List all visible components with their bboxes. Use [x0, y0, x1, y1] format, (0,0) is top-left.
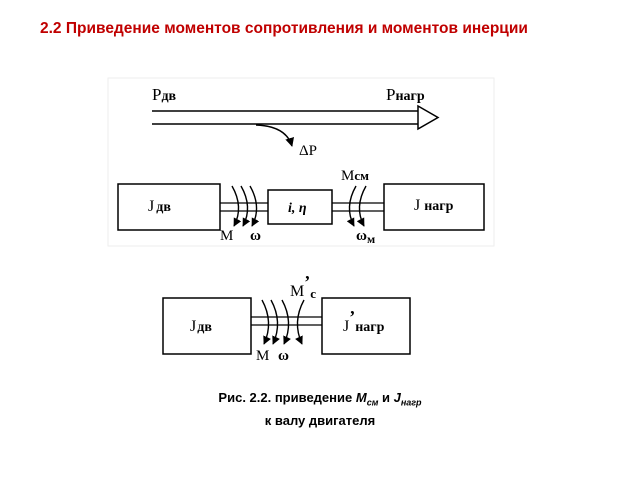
motor-torque-arrows — [232, 186, 257, 226]
gearbox-label: i, η — [288, 201, 307, 216]
power-loss-arrow — [256, 125, 292, 146]
p-nagr-label: Pнагр — [386, 85, 425, 104]
j-nagr-label: J нагр — [414, 197, 454, 214]
reduced-omega-label: ω — [278, 348, 289, 364]
motor-shaft — [220, 203, 268, 211]
load-torque-arrows — [349, 186, 366, 226]
reduced-m-c-label: $M’_c$ — [290, 272, 317, 301]
reduced-j-dv-label: Jдв — [190, 318, 212, 335]
reduced-shaft — [251, 317, 322, 325]
j-dv-label: J дв — [148, 198, 171, 215]
caption-line-2: к валу двигателя — [264, 412, 376, 428]
caption-line-1: Рис. 2.2. приведение $M_{см}$ и $J_{нагр}$ — [218, 390, 422, 408]
reduced-m-label: M — [256, 348, 270, 364]
m-sm-label: Mсм — [341, 168, 369, 184]
figure-caption — [150, 389, 490, 430]
omega-label: ω — [250, 228, 261, 244]
power-flow-arrow — [152, 106, 438, 129]
p-dv-label: Pдв — [152, 85, 177, 104]
omega-m-label: $\omega_м$ — [356, 228, 376, 246]
slide-title: 2.2 Приведение моментов сопротивления и моментов инерции — [40, 20, 528, 37]
reduced-torque-arrows — [262, 300, 304, 344]
reduced-j-nagr-label: J’нагр — [343, 307, 385, 335]
m-label: M — [220, 228, 234, 244]
delta-p-label: ΔP — [299, 143, 317, 159]
load-shaft — [332, 203, 384, 211]
